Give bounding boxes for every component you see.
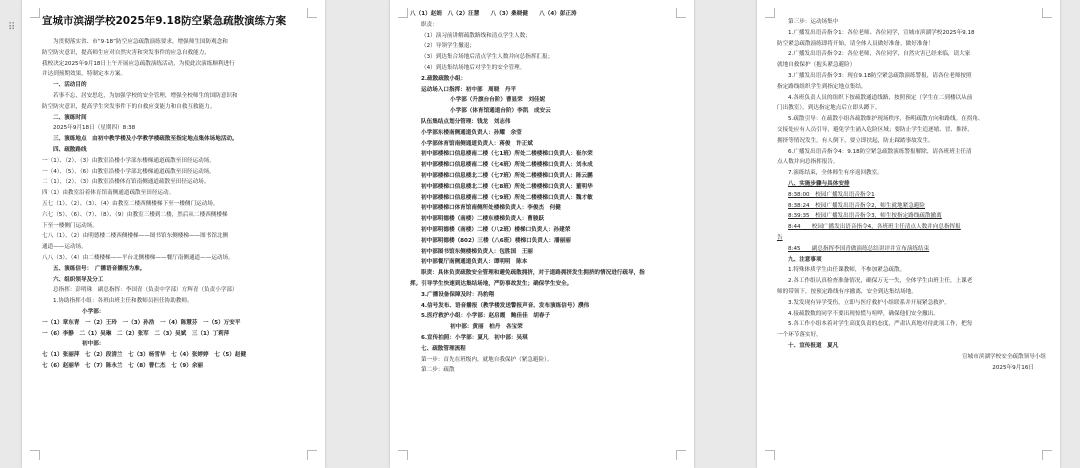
text-line: 一个环节落实好。 — [777, 332, 822, 339]
document-page-3 — [757, 0, 1060, 468]
text-line: 职责：具体负责疏散安全管理和避免疏散拥挤，对于道路拥挤发生拥挤的情况进行疏导，指 — [421, 270, 645, 277]
text-line: 5.疏散引导：在疏散小组各疏散维护现场秩序，指明疏散方向和路线。在拐角、 — [788, 116, 984, 123]
text-line: 通道——运动场。 — [42, 244, 87, 251]
text-line: 2.各工作组认真检查准备情况，确保万无一失，全体学生由班主任，上课老 — [788, 278, 973, 285]
text-line: 2025年9月18日（星期四）8:38 — [53, 125, 136, 132]
text-line: 就地自救保护（抱头紧急避险） — [777, 62, 856, 69]
crop-mark — [398, 450, 408, 460]
text-line: 七（6）赵丽华 七（7）陈永兰 七（8）曹仁杰 七（9）余丽 — [42, 362, 204, 369]
text-line: 五七（1）、（2）、（3）、（4）由教室二楼西侧楼梯下至一楼侧门运动场。 — [42, 200, 219, 207]
text-line: 5.医疗救护小组：小学部：赵启霞 鲍佳佳 胡春子 — [421, 313, 551, 320]
text-line: 七八（1）、（2）由明德楼二楼西侧楼梯——图书馆东侧楼梯——图书馆北侧 — [42, 233, 229, 240]
page-lines — [42, 37, 311, 372]
text-line: 1.广播发出语音指令1：各位老师、各位同学，宣城市滨湖学校2025年9.18 — [788, 29, 975, 36]
text-line: 小学部东楼南侧通道负责人：孙耀 余莹 — [421, 129, 522, 136]
text-line: 第一步：首先在班级内，就地自我保护（紧急避险）。 — [421, 356, 553, 363]
crop-mark — [30, 8, 40, 18]
crop-mark — [307, 450, 317, 460]
text-line: 一（4）、（5）、（6）由教室沿楼小学部北楼梯通道疏散至田径运动场。 — [42, 168, 215, 175]
page-lines — [777, 17, 1046, 352]
text-line: 8:39:35 校园广播发出语音指令3，师生按指定路线疏散撤离 — [788, 213, 942, 220]
text-line: 小学部（升旗台台阶）曹显荣 刘佳妮 — [450, 97, 546, 104]
text-line: （1）演习前讲解疏散路线和清点学生人数； — [421, 32, 531, 39]
crop-mark — [765, 450, 775, 460]
crop-mark — [30, 450, 40, 460]
text-line: 8:38:00 校园广播发出语音指令1 — [788, 191, 875, 198]
text-line: 3.广播发出语音指令3：现在9.18防空紧急疏散演练警报，请各位老师按照 — [788, 72, 972, 79]
text-line: 防空紧急疏散演练即将开始，请全体人员做好准备，做好准备！ — [777, 40, 934, 47]
text-line: 初中部楼梯口信息楼南二楼（七4班）所处二楼楼梯口负责人：刘永成 — [421, 162, 593, 169]
text-line: 1.协助指挥小组：各班由班主任和教师员担任协助教师。 — [53, 298, 193, 305]
document-page-1 — [22, 0, 325, 468]
crop-mark — [398, 8, 408, 18]
page-lines — [410, 9, 680, 376]
text-line: 一（1）章东青 一（2）王玲 一（3）孙浩 一（4）陈慧芬 一（5）万安平 — [42, 319, 241, 326]
drag-handle-icon[interactable]: ⠿ — [8, 22, 15, 33]
text-line: 第三步：运动场集中 — [788, 19, 839, 25]
text-line: 1.特殊体质学生由任课教师，不参加紧急疏散。 — [788, 267, 906, 274]
signature-organization: 宣城市滨湖学校安全疏散领导小组 — [962, 353, 1046, 360]
text-line: 初中部楼梯口体育馆南侧所处楼梯负责人：李俊杰 何健 — [421, 205, 561, 212]
text-line: 九、注意事项 — [788, 256, 822, 263]
text-line: （3）到达集合场地后清点学生人数并向总指挥汇报； — [421, 54, 554, 61]
text-line: 防空防灾意识，提高师生应对自然灾害和突发事件的应急自救能力， — [42, 49, 210, 56]
text-line: 四（1）由教室沿着体育馆南侧通道疏散至田径运动。 — [42, 190, 175, 197]
text-line: 挥。引导学生快速到达集结场地，严防事故发生；确保学生安全。 — [410, 280, 573, 287]
text-line: （4）到达集结场地后对学生的安全管理。 — [421, 64, 526, 71]
text-line: 3.广播设备保障及时：冯豹翔 — [421, 291, 495, 298]
text-line: 2.疏散疏散小组： — [421, 75, 467, 82]
text-line: 告 — [777, 234, 783, 241]
text-line: 初中部楼梯口信息楼北二楼（七7班）所处二楼楼梯口负责人：陈云鹏 — [421, 172, 593, 179]
text-line: 点人数并向总指挥报告。 — [777, 159, 839, 166]
text-line: 四、疏散路线 — [53, 146, 87, 153]
text-line: 一（1）、（2）、（3）由教室沿楼小学部东楼梯通道疏散至田径运动场。 — [42, 157, 215, 164]
text-line: 一、活动目的 — [53, 82, 87, 89]
text-line: 我校决定2025年9月18日上午开展应急疏散演练活动，为使此次演练顺利进行 — [42, 60, 235, 67]
text-line: 七（1）张丽萍 七（2）段清兰 七（3）杨雪华 七（4）张婷婷 七（5）赵健 — [42, 352, 247, 359]
signature-date: 2025年9月16日 — [992, 364, 1034, 371]
text-line: 十、宣传报道 夏凡 — [788, 342, 839, 349]
crop-mark — [676, 450, 686, 460]
text-line: 初中部楼梯口信息楼南二楼（七1班）所处二楼楼梯口负责人：崔尔荣 — [421, 151, 593, 158]
text-line: 3.发发现有异学受伤，立即与医疗救护小组联系并开展紧急救护。 — [788, 299, 950, 306]
text-line: 二（1）、（2）、（3）由教室沿楼体育馆南侧通道疏散至田径运动场。 — [42, 179, 210, 186]
text-line: 师的带领下，按预定路线有序撤离，安全到达集结场地。 — [777, 288, 917, 295]
text-line: 三、演练地点 由初中教学楼及小学教学楼疏散至指定地点集体场地活动。 — [53, 136, 238, 143]
text-line: 第二步：疏散 — [421, 367, 455, 374]
text-line: 小学部： — [82, 308, 105, 315]
text-line: 5.各工作小组本着对学生高度负责的态度，严肃认真地对待此项工作，把每 — [788, 321, 973, 328]
text-line: 小学部（体育馆通道台阶）李凯 成安云 — [450, 108, 551, 115]
text-line: 运动场入口指挥：初中部 周晓 丹平 — [421, 86, 517, 93]
text-line: 2.广播发出语音指令2：各位老师，各位同学，自然灾害已经来临，请大家 — [788, 51, 971, 58]
text-line: 防空防灾意识，提高学生突发事件下的自救应变能力和自救互救能力。 — [42, 103, 216, 110]
page-content[interactable] — [42, 12, 311, 372]
text-line: 初中部明德楼（802）三楼（八6班）楼梯口负责人：潘丽丽 — [421, 237, 571, 244]
text-line: 八、实施步骤与具体安排 — [788, 180, 850, 187]
text-line: 4.接疏散数的同学不要出现惊慌与喧哗，确保他们安全撤出。 — [788, 310, 939, 317]
text-line: 一（6）李静 二（1）吴琳 二（2）张军 二（3）吴斌 三（1）丁莉萍 — [42, 330, 230, 337]
text-line: 6.广播发出语音指令4：9.18防空紧急疏散演练警报解除，请各班班主任清 — [788, 148, 972, 155]
text-line: 初中部楼梯口信息楼北二楼（七8班）所处二楼楼梯口负责人：董明华 — [421, 183, 593, 190]
text-line: 七、疏散管理流程 — [421, 345, 466, 352]
text-line: 8:38:24 校园广播发出语音指令2，师生就地紧急避险 — [788, 202, 925, 209]
text-line: 八八（3）、（4）由二楼楼梯——平台北侧楼梯——餐厅南侧通道——运动场。 — [42, 254, 234, 261]
text-line: 初中部：黄丽 柏丹 各宝荣 — [450, 324, 523, 331]
text-line: 六、组织领导及分工 — [53, 276, 104, 283]
text-line: 八（1）赵娟 八（2）汪慧 八（3）桑晓健 八（4）彭正涛 — [410, 11, 577, 17]
text-line: 初中部： — [82, 341, 105, 348]
text-line: 六七（5）、（6）、（7）、（8）、（9）由教室三楼到二楼，然后从二楼西侧楼梯 — [42, 211, 228, 218]
text-line: （2）导领学生撤退； — [421, 43, 475, 50]
text-line: 并达到预期效果，特制定本方案。 — [42, 71, 126, 78]
text-line: 指定路线组织学生到指定地点集结。 — [777, 83, 867, 90]
crop-mark — [765, 8, 775, 18]
text-line: 7.演练结束，全体师生有序返回教室。 — [788, 170, 883, 177]
text-line: 交接处应有人员引导，避免学生涌入危险区域；要防止学生追逐嬉、冒、推挤、 — [777, 126, 973, 133]
text-line: 初中部楼梯口信息楼南二楼（七9班）所处二楼楼梯口负责人：魏才敏 — [421, 194, 593, 201]
text-line: 队伍集结点划分管理：钱龙 刘志伟 — [421, 118, 511, 125]
text-line: 总指挥：彭明珠 副总指挥：李国青（负责中学部）方辉青（负责小学部） — [53, 287, 238, 294]
text-line: 4.各班负责人员的组织下按疏散通道线路，按照预定（学生在二到楼以从前 — [788, 94, 973, 101]
crop-mark — [1042, 450, 1052, 460]
text-line: 二、演练时间 — [53, 114, 87, 121]
text-line: 初中部餐厅南侧通道负责人：谭明明 陈本 — [421, 259, 528, 266]
text-line: 五、演练信号： 广播语音播报为准。 — [53, 265, 146, 272]
text-line: 初中部明德楼（南楼）二楼东楼梯负责人：曹骏跃 — [421, 216, 545, 223]
text-line: 8:45 副总指挥李国青做演练总结讲评并宣布演练结束 — [788, 245, 930, 252]
text-line: 拥挤等情况发生，有人倒下，要立即扶起，防止踩踏事故发生。 — [777, 137, 934, 144]
text-line: 若事不忘，居安思危，为加强学校的安全管理，增强全校师生的国防意识和 — [53, 92, 238, 99]
text-line: 4.信号发布、语音播报（教学楼发送警报声音、发布演练信号）濮伟 — [421, 302, 590, 309]
text-line: 小学部体育馆南侧通道负责人：蒋俊 许正斌 — [421, 140, 533, 147]
page-content[interactable] — [410, 9, 680, 376]
text-line: 为贯彻落实省、市“9·18”防空应急疏散演练要求，增强师生国防观念和 — [53, 39, 228, 45]
text-line: 职责： — [421, 21, 438, 28]
document-page-2 — [390, 0, 694, 468]
text-line: 8:44 校园广播发出语音指令4，各班班主任清点人数并向总指挥报 — [788, 224, 961, 231]
page-content[interactable] — [777, 17, 1046, 373]
text-line: 初中部图书馆东侧楼梯负责人：包胜国 王丽 — [421, 248, 533, 255]
text-line: 下至一楼侧门运动场。 — [42, 222, 98, 229]
text-line: 门出教室），到达指定地点后立即头蹲下。 — [777, 105, 881, 112]
document-title[interactable]: 宣城市滨湖学校2025年9.18防空紧急疏散演练方案 — [42, 15, 287, 27]
text-line: 初中部明德楼（南楼）二楼（八2班）楼梯口负责人：孙建荣 — [421, 226, 571, 233]
text-line: 6.宣传拍照：小学部：夏凡 初中部：吴琪 — [421, 334, 528, 341]
